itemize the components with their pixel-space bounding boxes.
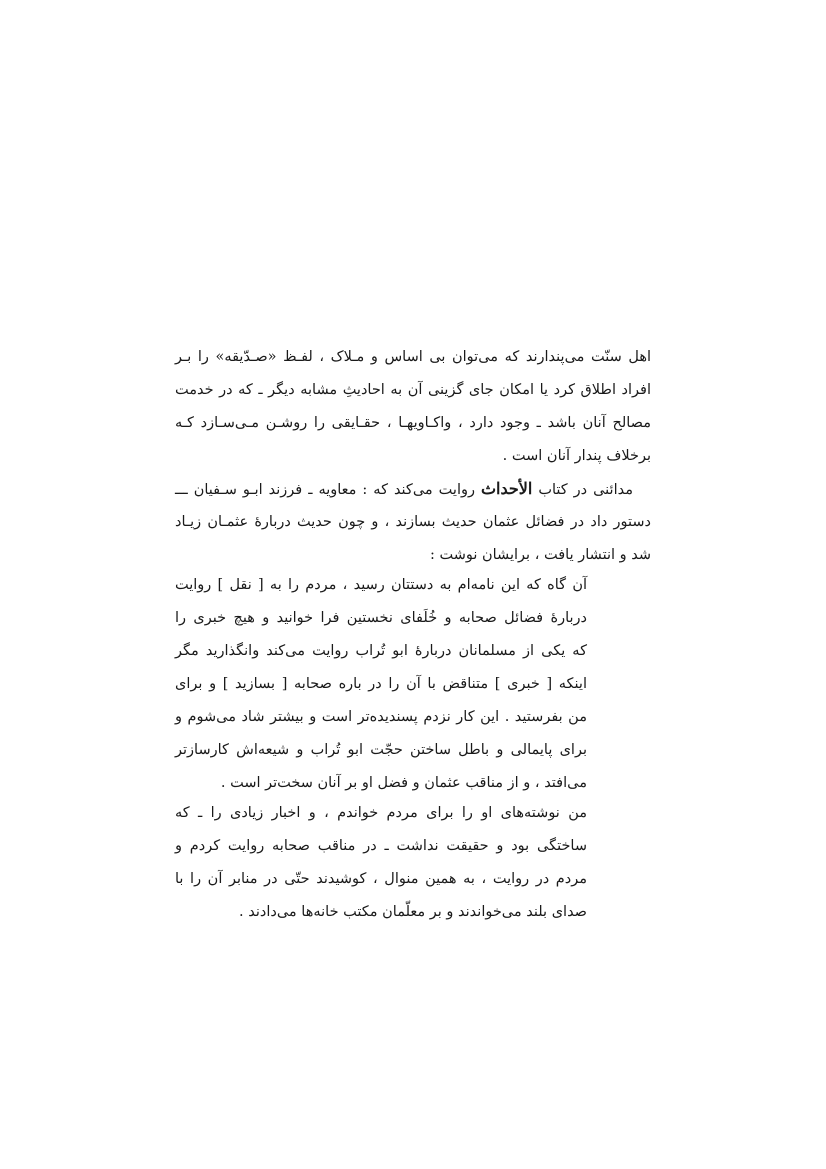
quote-line: برای پایمالی و باطل ساختن حجّت ابو تُراب و شیعه‌اش کارسازتر <box>175 742 587 758</box>
paragraph-3-line: مردم در روایت ، به همین منوال ، کوشیدند حتّی در منابر آن را با <box>175 871 587 887</box>
paragraph-1-line: افراد اطلاق کرد یا امکان جای گزینی آن به احادیثِ مشابه دیگر ـ که در خدمت <box>175 382 651 398</box>
quote-line: می‌افتد ، و از مناقب عثمان و فضل او بر آنان سخت‌تر است . <box>220 775 587 791</box>
paragraph-3-line: صدای بلند می‌خواندند و بر معلّمان مکتب خانه‌ها می‌دادند . <box>239 904 587 920</box>
quote-line: دربارهٔ فضائل صحابه و خُلَفای نخستین فرا خوانید و هیچ خبری را <box>175 610 587 626</box>
quote-line: آن گاه که این نامه‌ام به دستتان رسید ، مردم را به [ نقل ] روایت <box>175 577 587 593</box>
paragraph-1-line: مصالح آنان باشد ـ وجود دارد ، واکـاویهـا ، حقـایقی را روشـن مـی‌سـازد کـه <box>175 415 651 431</box>
paragraph-1-line: اهل سنّت می‌پندارند که می‌توان بی اساس و مـلاک ، لفـظ «صـدّیقه» را بـر <box>175 349 651 365</box>
paragraph-2-first-line <box>175 473 651 505</box>
paragraph-2-line: دستور داد در فضائل عثمان حدیث بسازند ، و چون حدیث دربارهٔ عثمـان زیـاد <box>175 514 651 530</box>
paragraph-2-line1-before: مدائنی در کتاب <box>538 482 633 498</box>
paragraph-2-line1-after: روایت می‌کند که : معاویه ـ فرزند ابـو سـفیان ـــ <box>175 482 475 498</box>
paragraph-1-line: برخلاف پندار آنان است . <box>502 448 651 464</box>
quote-line: اینکه [ خبری ] متناقض با آن را در باره صحابه [ بسازید ] و برای <box>175 676 587 692</box>
quote-line: من بفرستید . این کار نزدم پسندیده‌تر است و بیشتر شاد می‌شوم و <box>175 709 587 725</box>
book-title-term: الأحداث <box>480 479 533 498</box>
paragraph-3-line: من نوشته‌های او را برای مردم خواندم ، و اخبار زیادی را ـ که <box>175 805 587 821</box>
paragraph-2-line: شد و انتشار یافت ، برایشان نوشت : <box>429 547 651 563</box>
quote-line: که یکی از مسلمانان دربارهٔ ابو تُراب روایت می‌کند وانگذارید مگر <box>175 643 587 659</box>
paragraph-3-line: ساختگی بود و حقیقت نداشت ـ در مناقب صحابه روایت کردم و <box>175 838 587 854</box>
